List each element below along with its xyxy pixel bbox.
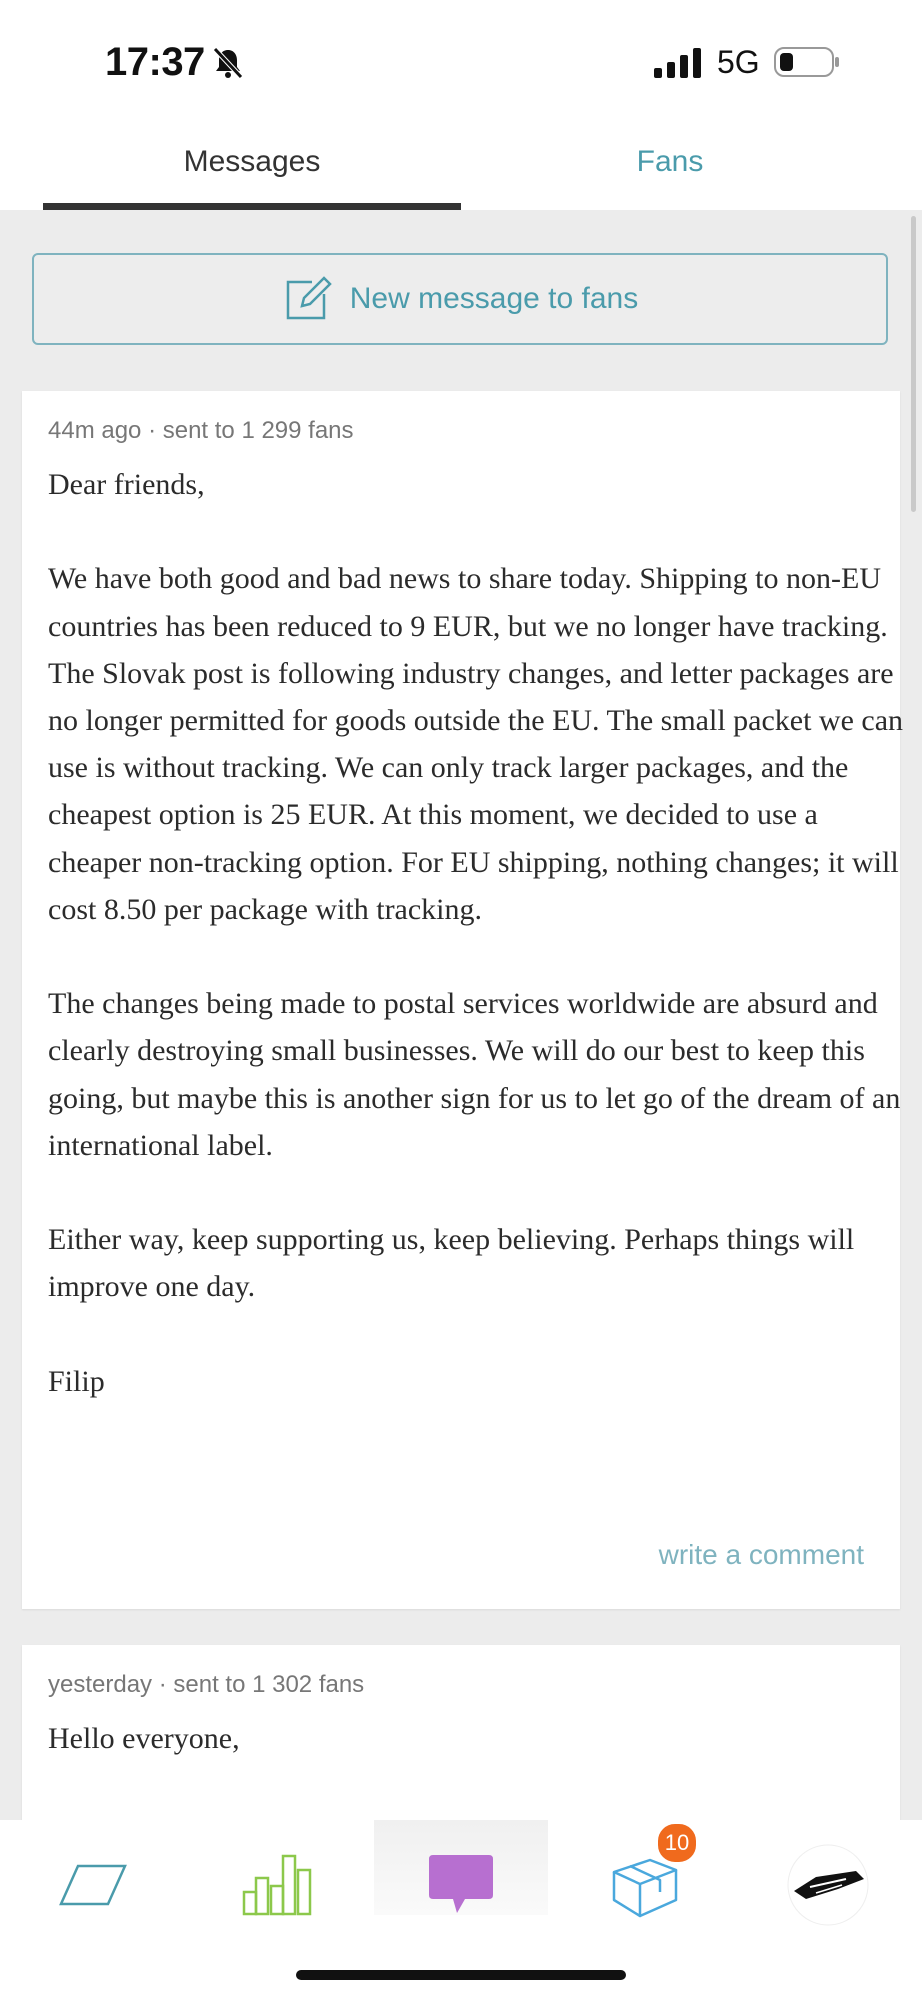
message-icon bbox=[427, 1853, 495, 1917]
message-meta: yesterday · sent to 1 302 fans bbox=[48, 1671, 365, 1698]
status-time: 17:37 bbox=[105, 40, 205, 84]
nav-stats[interactable] bbox=[217, 1830, 337, 1940]
cellular-signal-icon bbox=[654, 46, 702, 80]
message-paragraph: Hello everyone, bbox=[48, 1722, 240, 1755]
message-card bbox=[22, 1645, 900, 1825]
battery-icon bbox=[774, 46, 840, 78]
nav-home[interactable] bbox=[33, 1830, 153, 1940]
message-paragraph: We have both good and bad news to share today. Shipping to non-EU countries has been reduced to 9 EUR, but we no longer have tracking. The Slovak post is following industry changes, and letter packages are no longer permitted for goods outside the EU. The small packet we can use is without tracking. We can only track larger packages, and the cheapest option is 25 EUR. At this moment, we decided to use a cheaper non-tracking option. For EU shipping, nothing changes; it will cost 8.50 per package with tracking. bbox=[48, 562, 904, 926]
scrollbar[interactable] bbox=[911, 216, 916, 512]
compose-icon bbox=[282, 274, 332, 324]
message-paragraph: The changes being made to postal services worldwide are absurd and clearly destroying small businesses. We will do our best to keep this going, but maybe this is another sign for us to let go of the dream of an international label. bbox=[48, 987, 901, 1162]
write-comment-link[interactable]: write a comment bbox=[658, 1539, 864, 1570]
message-card bbox=[22, 391, 904, 1609]
tab-fans[interactable]: Fans bbox=[636, 145, 704, 178]
active-tab-indicator bbox=[43, 203, 461, 210]
message-paragraph: Filip bbox=[48, 1364, 105, 1398]
message-paragraph: Either way, keep supporting us, keep believing. Perhaps things will improve one day. bbox=[48, 1223, 855, 1304]
tab-messages[interactable]: Messages bbox=[183, 145, 321, 178]
message-body bbox=[48, 1715, 906, 1762]
profile-avatar bbox=[786, 1843, 870, 1927]
message-body bbox=[48, 461, 906, 1405]
new-message-button[interactable] bbox=[32, 253, 888, 345]
nav-messages[interactable] bbox=[401, 1830, 521, 1940]
message-paragraph: Dear friends, bbox=[48, 468, 205, 501]
bell-muted-icon bbox=[212, 46, 244, 80]
nav-profile[interactable] bbox=[768, 1830, 888, 1940]
message-meta: 44m ago · sent to 1 299 fans bbox=[48, 417, 354, 444]
parallelogram-icon bbox=[58, 1863, 128, 1907]
orders-count-badge: 10 bbox=[656, 1822, 698, 1864]
new-message-label: New message to fans bbox=[349, 282, 639, 315]
home-indicator[interactable] bbox=[296, 1970, 626, 1980]
network-label: 5G bbox=[717, 44, 760, 80]
bar-chart-icon bbox=[241, 1854, 313, 1916]
status-bar bbox=[0, 0, 922, 125]
tab-bar bbox=[0, 125, 922, 210]
